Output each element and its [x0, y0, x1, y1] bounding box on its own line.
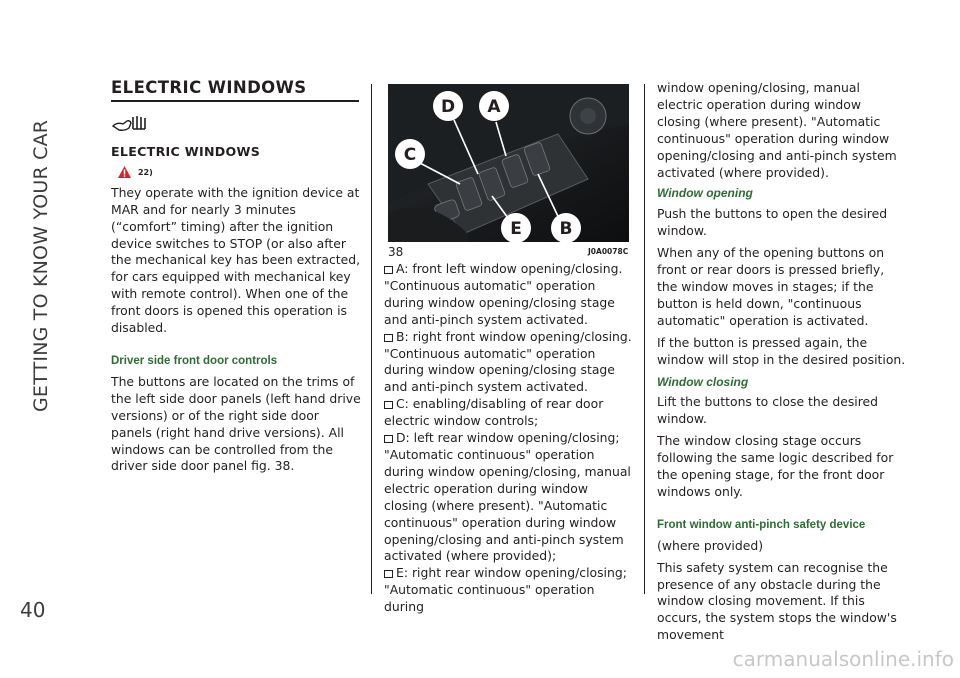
- continuation-paragraph: window opening/closing, manual electric operation during window closing (where present). "Automatic continuous" operation during window opening/closing and anti-pinch system activated (where provided).: [657, 80, 897, 180]
- checkbox-bullet-icon: [384, 570, 393, 578]
- opening-paragraph-2: When any of the opening buttons on front or rear doors is pressed briefly, the window moves in stages; if the button is held down, "continuous automatic" operation is activated.: [657, 245, 885, 328]
- hand-icon: [111, 112, 361, 132]
- list-item: C: enabling/disabling of rear door electric window controls;: [384, 396, 604, 429]
- figure-label-a: A: [487, 97, 501, 117]
- driver-controls-heading: Driver side front door controls: [111, 354, 278, 367]
- column-divider-left: [371, 84, 372, 594]
- watermark: carmanualsonline.info: [732, 647, 954, 671]
- opening-paragraph-3: If the button is pressed again, the window will stop in the desired position.: [657, 334, 906, 367]
- checkbox-bullet-icon: [384, 266, 393, 274]
- warning-triangle-icon: [117, 165, 132, 179]
- section-title: ELECTRIC WINDOWS: [111, 78, 307, 97]
- closing-paragraph-2: The window closing stage occurs following the same logic described for the opening stage, for the front door windows only.: [657, 433, 894, 499]
- list-item: D: left rear window opening/closing; "Automatic continuous" operation during window opening/closing, manual electric operation during window closing (where present). "Automatic continuous" operation during window opening/closing and anti-pinch system activated (where provided);: [384, 430, 631, 564]
- antipinch-heading: Front window anti-pinch safety device: [657, 518, 866, 531]
- list-item: E: right rear window opening/closing; "Automatic continuous" operation during: [384, 565, 627, 615]
- antipinch-paragraph-1: (where provided): [657, 537, 764, 553]
- door-panel-photo: [388, 84, 629, 242]
- column-1: [111, 80, 361, 475]
- subsection-title: ELECTRIC WINDOWS: [111, 143, 261, 159]
- column-divider-right: [644, 84, 645, 594]
- figure-number: 38: [388, 245, 404, 259]
- figure-label-c: C: [403, 145, 417, 165]
- intro-paragraph: They operate with the ignition device at MAR and for nearly 3 minutes (“comfort” timing) after the ignition device switches to STOP (or also after the mechanical key has been extracted, for cars equipped with mechanical key with remote control). When one of the front doors is opened this operation is disabled.: [111, 184, 361, 336]
- warning-note: [117, 165, 361, 181]
- figure-label-b: B: [559, 219, 573, 239]
- figure-label-d: D: [440, 97, 456, 117]
- antipinch-paragraph-2: This safety system can recognise the presence of any obstacle during the window closing movement. If this occurs, the system stops the window's movement: [657, 559, 897, 643]
- checkbox-bullet-icon: [384, 401, 393, 409]
- opening-paragraph-1: Push the buttons to open the desired window.: [657, 206, 888, 239]
- column-3: [657, 80, 907, 644]
- chapter-side-title: GETTING TO KNOW YOUR CAR: [30, 119, 52, 412]
- checkbox-bullet-icon: [384, 435, 393, 443]
- column-2: [384, 261, 634, 616]
- driver-controls-paragraph: The buttons are located on the trims of the left side door panels (left hand drive versions) or of the right side door panels (right hand drive versions). All windows can be controlled from the driver side door panel fig. 38.: [111, 373, 361, 474]
- closing-paragraph-1: Lift the buttons to close the desired window.: [657, 394, 879, 427]
- title-underline: [111, 100, 359, 102]
- page-number: 40: [20, 598, 46, 622]
- checkbox-bullet-icon: [384, 334, 393, 342]
- figure-label-e: E: [510, 219, 522, 239]
- list-item: A: front left window opening/closing. "Continuous automatic" operation during window opening/closing stage and anti-pinch system activated.: [384, 261, 623, 327]
- window-opening-heading: Window opening: [657, 186, 753, 201]
- warning-reference: 22): [137, 167, 153, 177]
- list-item: B: right front window opening/closing. "Continuous automatic" operation during window opening/closing stage and anti-pinch system activated.: [384, 328, 632, 395]
- window-closing-heading: Window closing: [657, 374, 749, 389]
- figure-code: J0A0078C: [588, 247, 629, 256]
